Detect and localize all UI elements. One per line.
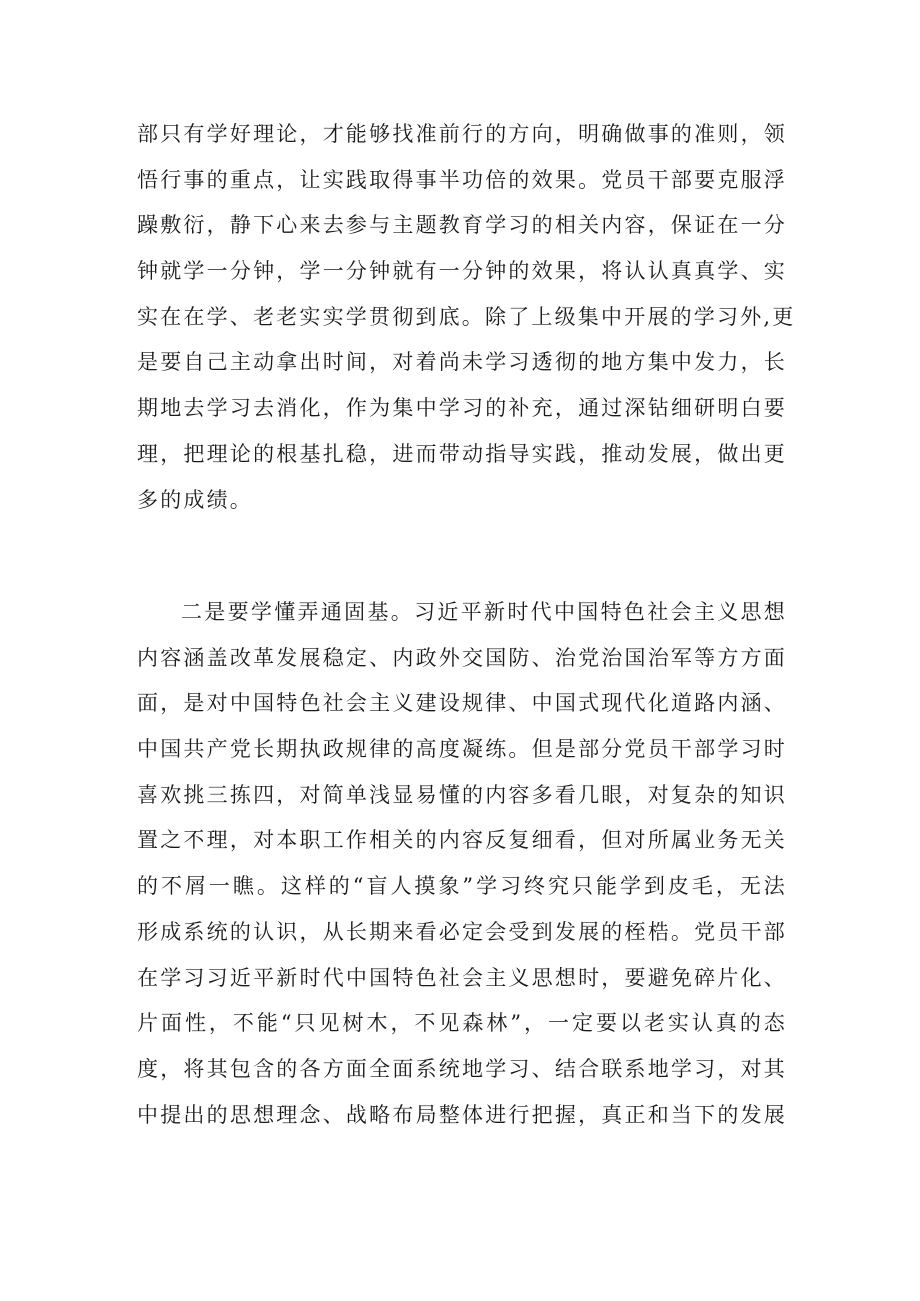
paragraph-2 xyxy=(137,590,787,1138)
text-line: 理，把理论的根基扎稳，进而带动指导实践，推动发展，做出更 xyxy=(137,441,787,466)
text-line: 钟就学一分钟，学一分钟就有一分钟的效果，将认认真真学、实 xyxy=(137,259,787,284)
text-line: 形成系统的认识，从长期来看必定会受到发展的桎梏。党员干部 xyxy=(137,919,787,944)
text-line: 度，将其包含的各方面全面系统地学习、结合联系地学习，对其 xyxy=(137,1056,787,1081)
text-line: 是要自己主动拿出时间，对着尚未学习透彻的地方集中发力，长 xyxy=(137,350,787,375)
text-line: 喜欢挑三拣四，对简单浅显易懂的内容多看几眼，对复杂的知识 xyxy=(137,782,787,807)
text-line: 躁敷衍，静下心来去参与主题教育学习的相关内容，保证在一分 xyxy=(137,213,787,238)
text-line: 的不屑一瞧。这样的“盲人摸象”学习终究只能学到皮毛，无法 xyxy=(137,874,787,899)
text-line: 内容涵盖改革发展稳定、内政外交国防、治党治国治军等方方面 xyxy=(137,645,787,670)
text-line: 悟行事的重点，让实践取得事半功倍的效果。党员干部要克服浮 xyxy=(137,167,787,192)
text-line: 期地去学习去消化，作为集中学习的补充，通过深钻细研明白要 xyxy=(137,396,787,421)
text-line: 片面性，不能“只见树木，不见森林”，一定要以老实认真的态 xyxy=(137,1011,787,1036)
text-line: 实在在学、老老实实学贯彻到底。除了上级集中开展的学习外,更 xyxy=(137,304,796,329)
text-line: 二是要学懂弄通固基。习近平新时代中国特色社会主义思想 xyxy=(181,600,787,624)
text-line: 在学习习近平新时代中国特色社会主义思想时，要避免碎片化、 xyxy=(137,965,787,990)
text-line: 中提出的思想理念、战略布局整体进行把握，真正和当下的发展 xyxy=(137,1102,787,1127)
text-line: 多的成绩。 xyxy=(137,487,253,512)
text-line: 置之不理，对本职工作相关的内容反复细看，但对所属业务无关 xyxy=(137,828,787,853)
text-line: 面，是对中国特色社会主义建设规律、中国式现代化道路内涵、 xyxy=(137,691,787,716)
text-line: 中国共产党长期执政规律的高度凝练。但是部分党员干部学习时 xyxy=(137,737,787,762)
paragraph-1 xyxy=(137,112,796,523)
text-line: 部只有学好理论，才能够找准前行的方向，明确做事的准则，领 xyxy=(137,122,787,146)
